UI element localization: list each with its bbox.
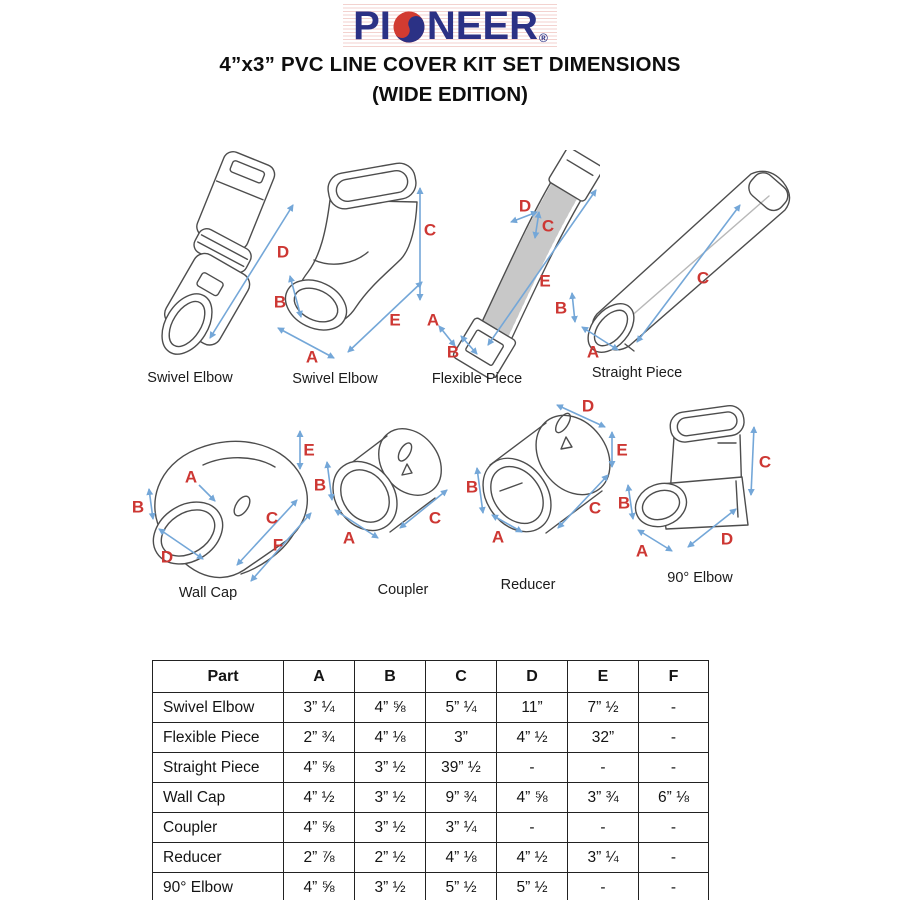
dim-cell-b: 3” ½ [355, 753, 426, 783]
table-header-row [153, 661, 709, 693]
part-name-cell: Flexible Piece [153, 723, 284, 753]
col-header-f: F [639, 661, 709, 693]
dim-label-a: A [635, 541, 649, 561]
dim-cell-b: 3” ½ [355, 813, 426, 843]
dim-label-a: A [305, 347, 319, 367]
dim-cell-e: 3” ¼ [568, 843, 639, 873]
dim-cell-a: 4” ⅝ [284, 753, 355, 783]
dim-label-c: C [428, 508, 442, 528]
dim-label-e: E [539, 271, 551, 291]
dim-cell-d: - [497, 813, 568, 843]
dim-cell-d: 4” ½ [497, 723, 568, 753]
logo-text-left: PI [353, 4, 391, 48]
diagram-caption: 90° Elbow [667, 570, 733, 586]
diagram-caption: Wall Cap [178, 585, 238, 601]
dim-label-a: A [342, 528, 356, 548]
part-name-cell: Coupler [153, 813, 284, 843]
dim-cell-f: - [639, 843, 709, 873]
dim-label-c: C [265, 508, 279, 528]
dim-cell-b: 3” ½ [355, 783, 426, 813]
figure-swivel-elbow-90 [270, 160, 445, 392]
col-header-a: A [284, 661, 355, 693]
dim-cell-e: - [568, 813, 639, 843]
dim-cell-f: - [639, 723, 709, 753]
dim-label-c: C [758, 452, 772, 472]
dim-cell-f: - [639, 873, 709, 900]
table-row [153, 753, 709, 783]
pioneer-logo [343, 4, 557, 48]
part-name-cell: Reducer [153, 843, 284, 873]
logo-row [0, 4, 900, 48]
taegeuk-icon [392, 10, 426, 44]
dim-cell-f: 6” ⅛ [639, 783, 709, 813]
swivel-elbow-90-drawing [270, 160, 445, 372]
wall-cap-drawing [125, 405, 325, 587]
col-header-d: D [497, 661, 568, 693]
diagram-caption: Swivel Elbow [147, 370, 233, 386]
dim-label-a: A [586, 342, 600, 362]
dim-cell-e: 32” [568, 723, 639, 753]
registered-mark: ® [539, 31, 548, 45]
dim-label-c: C [588, 498, 602, 518]
diagram-caption: Flexible Piece [431, 371, 523, 387]
logo-text-right: NEER [426, 4, 539, 48]
90-elbow-drawing [618, 385, 803, 567]
dim-label-b: B [273, 292, 287, 312]
dim-label-e: E [616, 440, 628, 460]
dim-cell-c: 5” ½ [426, 873, 497, 900]
figure-90-elbow [618, 385, 803, 600]
dim-cell-d: 4” ½ [497, 843, 568, 873]
dim-label-d: D [720, 529, 734, 549]
dim-label-b: B [617, 493, 631, 513]
coupler-drawing [310, 420, 465, 570]
dim-label-d: D [276, 242, 290, 262]
dim-cell-e: - [568, 753, 639, 783]
col-header-part: Part [153, 661, 284, 693]
dim-cell-c: 4” ⅛ [426, 843, 497, 873]
figure-coupler [310, 420, 465, 605]
table-row [153, 813, 709, 843]
dim-label-b: B [131, 497, 145, 517]
table-row [153, 723, 709, 753]
dim-cell-e: 7” ½ [568, 693, 639, 723]
dim-cell-a: 2” ⅞ [284, 843, 355, 873]
dim-cell-e: 3” ¾ [568, 783, 639, 813]
col-header-b: B [355, 661, 426, 693]
dimensions-table [152, 660, 709, 900]
dim-cell-c: 9” ¾ [426, 783, 497, 813]
diagram-caption: Straight Piece [591, 365, 683, 381]
dim-cell-b: 4” ⅝ [355, 693, 426, 723]
dim-cell-a: 2” ¾ [284, 723, 355, 753]
col-header-c: C [426, 661, 497, 693]
dim-cell-b: 2” ½ [355, 843, 426, 873]
dim-cell-f: - [639, 753, 709, 783]
dim-label-b: B [554, 298, 568, 318]
dim-label-a: A [491, 527, 505, 547]
dim-cell-c: 39” ½ [426, 753, 497, 783]
dim-cell-a: 3” ¼ [284, 693, 355, 723]
dim-cell-d: 4” ⅝ [497, 783, 568, 813]
table-row [153, 693, 709, 723]
part-name-cell: Swivel Elbow [153, 693, 284, 723]
diagram-caption: Swivel Elbow [292, 371, 378, 387]
dim-label-b: B [446, 342, 460, 362]
dim-label-c: C [423, 220, 437, 240]
dim-label-e: E [303, 440, 315, 460]
dim-label-b: B [313, 475, 327, 495]
dim-cell-d: 5” ½ [497, 873, 568, 900]
figure-straight-piece [555, 150, 795, 390]
dim-cell-c: 3” [426, 723, 497, 753]
dim-cell-a: 4” ½ [284, 783, 355, 813]
col-header-e: E [568, 661, 639, 693]
dim-label-d: D [160, 547, 174, 567]
straight-piece-drawing [555, 150, 795, 368]
dim-label-c: C [541, 216, 555, 236]
dim-label-e: E [389, 310, 401, 330]
table-row [153, 783, 709, 813]
diagram-caption: Coupler [377, 582, 429, 598]
dim-cell-d: 11” [497, 693, 568, 723]
dim-cell-b: 4” ⅛ [355, 723, 426, 753]
dim-cell-d: - [497, 753, 568, 783]
figure-wall-cap [125, 405, 325, 610]
dim-cell-e: - [568, 873, 639, 900]
dim-label-d: D [518, 196, 532, 216]
dim-cell-b: 3” ½ [355, 873, 426, 900]
dim-label-c: C [696, 268, 710, 288]
page-subtitle: (WIDE EDITION) [371, 83, 528, 106]
dim-label-a: A [426, 310, 440, 330]
table-row [153, 873, 709, 900]
dim-cell-a: 4” ⅝ [284, 813, 355, 843]
dim-cell-f: - [639, 813, 709, 843]
part-name-cell: 90° Elbow [153, 873, 284, 900]
dim-cell-a: 4” ⅝ [284, 873, 355, 900]
dim-label-b: B [465, 477, 479, 497]
dim-cell-c: 5” ¼ [426, 693, 497, 723]
diagram-caption: Reducer [500, 577, 556, 593]
page-title: 4”x3” PVC LINE COVER KIT SET DIMENSIONS [219, 53, 681, 76]
dim-label-a: A [184, 467, 198, 487]
part-name-cell: Wall Cap [153, 783, 284, 813]
dim-label-d: D [581, 396, 595, 416]
dim-label-f: F [272, 535, 284, 555]
dim-cell-c: 3” ¼ [426, 813, 497, 843]
table-row [153, 843, 709, 873]
dim-cell-f: - [639, 693, 709, 723]
part-name-cell: Straight Piece [153, 753, 284, 783]
